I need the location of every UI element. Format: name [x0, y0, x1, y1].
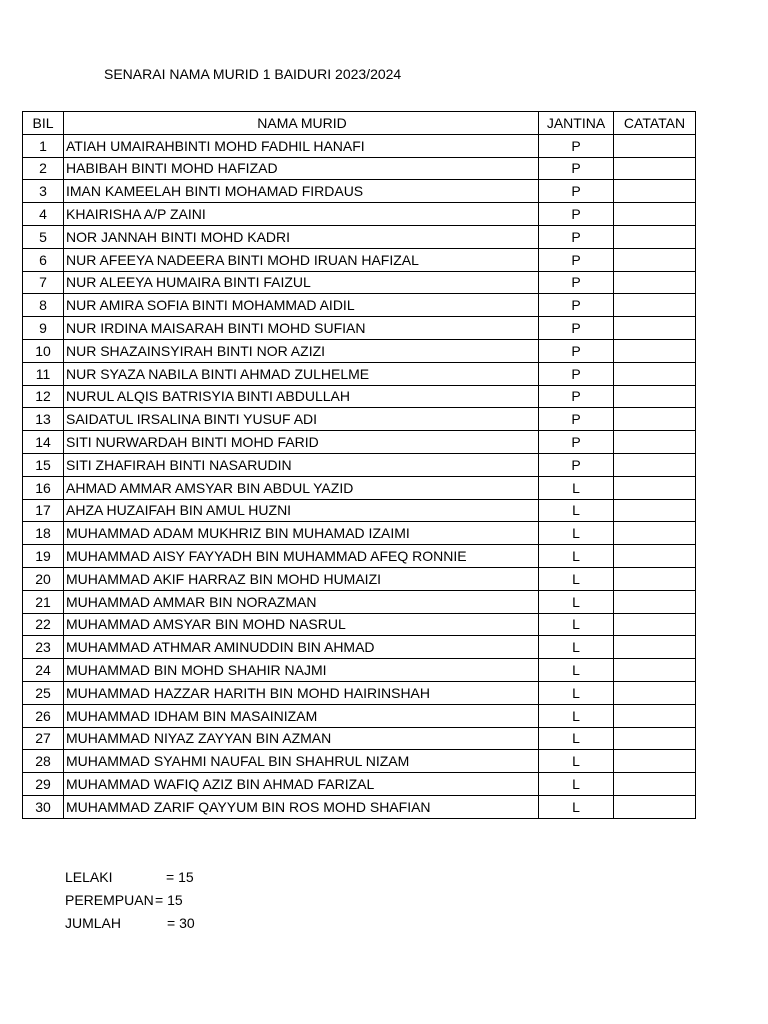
- bil-cell: 1: [23, 134, 64, 157]
- table-row: [23, 727, 696, 750]
- summary-row-lelaki: [65, 866, 195, 889]
- table-row: [23, 248, 696, 271]
- bil-cell: 12: [23, 385, 64, 408]
- nama-murid-cell: NUR SHAZAINSYIRAH BINTI NOR AZIZI: [64, 339, 539, 362]
- catatan-cell: [614, 773, 696, 796]
- jantina-cell: L: [539, 681, 614, 704]
- bil-cell: 28: [23, 750, 64, 773]
- student-roster-table: [22, 111, 696, 819]
- jantina-cell: L: [539, 476, 614, 499]
- header-jantina: JANTINA: [539, 112, 614, 135]
- bil-cell: 22: [23, 613, 64, 636]
- jantina-cell: L: [539, 499, 614, 522]
- jantina-cell: P: [539, 203, 614, 226]
- table-row: [23, 545, 696, 568]
- jantina-cell: L: [539, 545, 614, 568]
- jantina-cell: P: [539, 408, 614, 431]
- summary-jumlah-label: JUMLAH: [65, 915, 122, 931]
- jantina-cell: P: [539, 157, 614, 180]
- catatan-cell: [614, 180, 696, 203]
- nama-murid-cell: MUHAMMAD AKIF HARRAZ BIN MOHD HUMAIZI: [64, 567, 539, 590]
- bil-cell: 30: [23, 795, 64, 818]
- jantina-cell: P: [539, 271, 614, 294]
- bil-cell: 20: [23, 567, 64, 590]
- nama-murid-cell: NOR JANNAH BINTI MOHD KADRI: [64, 225, 539, 248]
- header-catatan: CATATAN: [614, 112, 696, 135]
- catatan-cell: [614, 134, 696, 157]
- jantina-cell: L: [539, 750, 614, 773]
- table-row: [23, 203, 696, 226]
- jantina-cell: L: [539, 590, 614, 613]
- catatan-cell: [614, 294, 696, 317]
- catatan-cell: [614, 408, 696, 431]
- jantina-cell: P: [539, 248, 614, 271]
- bil-cell: 24: [23, 659, 64, 682]
- nama-murid-cell: SITI ZHAFIRAH BINTI NASARUDIN: [64, 453, 539, 476]
- bil-cell: 6: [23, 248, 64, 271]
- header-bil: BIL: [23, 112, 64, 135]
- catatan-cell: [614, 590, 696, 613]
- bil-cell: 21: [23, 590, 64, 613]
- nama-murid-cell: MUHAMMAD ADAM MUKHRIZ BIN MUHAMAD IZAIMI: [64, 522, 539, 545]
- summary-lelaki-label: LELAKI: [65, 869, 113, 885]
- table-row: [23, 157, 696, 180]
- nama-murid-cell: MUHAMMAD ZARIF QAYYUM BIN ROS MOHD SHAFIAN: [64, 795, 539, 818]
- bil-cell: 25: [23, 681, 64, 704]
- bil-cell: 29: [23, 773, 64, 796]
- catatan-cell: [614, 522, 696, 545]
- catatan-cell: [614, 750, 696, 773]
- table-row: [23, 385, 696, 408]
- table-row: [23, 431, 696, 454]
- catatan-cell: [614, 545, 696, 568]
- table-row: [23, 476, 696, 499]
- catatan-cell: [614, 431, 696, 454]
- summary-perempuan-label: PEREMPUAN: [65, 892, 154, 908]
- jantina-cell: P: [539, 339, 614, 362]
- gender-summary: [65, 866, 195, 935]
- nama-murid-cell: NUR AFEEYA NADEERA BINTI MOHD IRUAN HAFIZAL: [64, 248, 539, 271]
- nama-murid-cell: NUR SYAZA NABILA BINTI AHMAD ZULHELME: [64, 362, 539, 385]
- jantina-cell: P: [539, 317, 614, 340]
- bil-cell: 19: [23, 545, 64, 568]
- header-nama-murid: NAMA MURID: [64, 112, 539, 135]
- table-row: [23, 294, 696, 317]
- jantina-cell: L: [539, 773, 614, 796]
- bil-cell: 26: [23, 704, 64, 727]
- table-row: [23, 362, 696, 385]
- bil-cell: 17: [23, 499, 64, 522]
- summary-jumlah-value: = 30: [167, 915, 195, 931]
- bil-cell: 27: [23, 727, 64, 750]
- nama-murid-cell: SAIDATUL IRSALINA BINTI YUSUF ADI: [64, 408, 539, 431]
- catatan-cell: [614, 203, 696, 226]
- summary-lelaki-value: = 15: [166, 869, 194, 885]
- jantina-cell: L: [539, 659, 614, 682]
- table-row: [23, 499, 696, 522]
- catatan-cell: [614, 225, 696, 248]
- table-row: [23, 180, 696, 203]
- nama-murid-cell: MUHAMMAD SYAHMI NAUFAL BIN SHAHRUL NIZAM: [64, 750, 539, 773]
- catatan-cell: [614, 476, 696, 499]
- catatan-cell: [614, 659, 696, 682]
- catatan-cell: [614, 567, 696, 590]
- table-row: [23, 636, 696, 659]
- jantina-cell: L: [539, 795, 614, 818]
- table-row: [23, 704, 696, 727]
- bil-cell: 11: [23, 362, 64, 385]
- catatan-cell: [614, 453, 696, 476]
- document-title: SENARAI NAMA MURID 1 BAIDURI 2023/2024: [104, 66, 402, 82]
- bil-cell: 14: [23, 431, 64, 454]
- catatan-cell: [614, 613, 696, 636]
- bil-cell: 5: [23, 225, 64, 248]
- table-row: [23, 134, 696, 157]
- summary-perempuan-value: = 15: [155, 892, 183, 908]
- catatan-cell: [614, 157, 696, 180]
- nama-murid-cell: MUHAMMAD BIN MOHD SHAHIR NAJMI: [64, 659, 539, 682]
- jantina-cell: L: [539, 704, 614, 727]
- table-body: [23, 134, 696, 818]
- nama-murid-cell: MUHAMMAD AMSYAR BIN MOHD NASRUL: [64, 613, 539, 636]
- jantina-cell: P: [539, 180, 614, 203]
- catatan-cell: [614, 317, 696, 340]
- table-row: [23, 659, 696, 682]
- jantina-cell: L: [539, 613, 614, 636]
- nama-murid-cell: MUHAMMAD AMMAR BIN NORAZMAN: [64, 590, 539, 613]
- jantina-cell: P: [539, 294, 614, 317]
- catatan-cell: [614, 704, 696, 727]
- nama-murid-cell: SITI NURWARDAH BINTI MOHD FARID: [64, 431, 539, 454]
- nama-murid-cell: MUHAMMAD HAZZAR HARITH BIN MOHD HAIRINSHAH: [64, 681, 539, 704]
- bil-cell: 9: [23, 317, 64, 340]
- table-row: [23, 271, 696, 294]
- nama-murid-cell: NUR AMIRA SOFIA BINTI MOHAMMAD AIDIL: [64, 294, 539, 317]
- bil-cell: 18: [23, 522, 64, 545]
- bil-cell: 16: [23, 476, 64, 499]
- nama-murid-cell: MUHAMMAD WAFIQ AZIZ BIN AHMAD FARIZAL: [64, 773, 539, 796]
- nama-murid-cell: MUHAMMAD NIYAZ ZAYYAN BIN AZMAN: [64, 727, 539, 750]
- catatan-cell: [614, 795, 696, 818]
- table-row: [23, 408, 696, 431]
- bil-cell: 23: [23, 636, 64, 659]
- bil-cell: 4: [23, 203, 64, 226]
- jantina-cell: P: [539, 225, 614, 248]
- catatan-cell: [614, 499, 696, 522]
- bil-cell: 10: [23, 339, 64, 362]
- catatan-cell: [614, 362, 696, 385]
- bil-cell: 7: [23, 271, 64, 294]
- summary-row-perempuan: [65, 889, 195, 912]
- jantina-cell: P: [539, 453, 614, 476]
- nama-murid-cell: HABIBAH BINTI MOHD HAFIZAD: [64, 157, 539, 180]
- table-row: [23, 317, 696, 340]
- table-row: [23, 339, 696, 362]
- table-row: [23, 681, 696, 704]
- catatan-cell: [614, 339, 696, 362]
- nama-murid-cell: AHMAD AMMAR AMSYAR BIN ABDUL YAZID: [64, 476, 539, 499]
- catatan-cell: [614, 248, 696, 271]
- table-row: [23, 522, 696, 545]
- jantina-cell: P: [539, 385, 614, 408]
- jantina-cell: P: [539, 134, 614, 157]
- nama-murid-cell: MUHAMMAD ATHMAR AMINUDDIN BIN AHMAD: [64, 636, 539, 659]
- table-row: [23, 773, 696, 796]
- table-row: [23, 590, 696, 613]
- jantina-cell: L: [539, 636, 614, 659]
- nama-murid-cell: AHZA HUZAIFAH BIN AMUL HUZNI: [64, 499, 539, 522]
- nama-murid-cell: MUHAMMAD IDHAM BIN MASAINIZAM: [64, 704, 539, 727]
- jantina-cell: P: [539, 431, 614, 454]
- nama-murid-cell: KHAIRISHA A/P ZAINI: [64, 203, 539, 226]
- jantina-cell: L: [539, 522, 614, 545]
- nama-murid-cell: NUR IRDINA MAISARAH BINTI MOHD SUFIAN: [64, 317, 539, 340]
- table-row: [23, 567, 696, 590]
- summary-row-jumlah: [65, 912, 195, 935]
- table-row: [23, 453, 696, 476]
- catatan-cell: [614, 385, 696, 408]
- jantina-cell: L: [539, 727, 614, 750]
- bil-cell: 3: [23, 180, 64, 203]
- bil-cell: 13: [23, 408, 64, 431]
- nama-murid-cell: NURUL ALQIS BATRISYIA BINTI ABDULLAH: [64, 385, 539, 408]
- bil-cell: 2: [23, 157, 64, 180]
- table-row: [23, 750, 696, 773]
- nama-murid-cell: MUHAMMAD AISY FAYYADH BIN MUHAMMAD AFEQ RONNIE: [64, 545, 539, 568]
- catatan-cell: [614, 636, 696, 659]
- jantina-cell: L: [539, 567, 614, 590]
- bil-cell: 15: [23, 453, 64, 476]
- table-row: [23, 225, 696, 248]
- header-row: [23, 112, 696, 135]
- bil-cell: 8: [23, 294, 64, 317]
- table-row: [23, 795, 696, 818]
- table-row: [23, 613, 696, 636]
- jantina-cell: P: [539, 362, 614, 385]
- nama-murid-cell: IMAN KAMEELAH BINTI MOHAMAD FIRDAUS: [64, 180, 539, 203]
- nama-murid-cell: ATIAH UMAIRAHBINTI MOHD FADHIL HANAFI: [64, 134, 539, 157]
- catatan-cell: [614, 727, 696, 750]
- catatan-cell: [614, 681, 696, 704]
- table-header: [23, 112, 696, 135]
- catatan-cell: [614, 271, 696, 294]
- nama-murid-cell: NUR ALEEYA HUMAIRA BINTI FAIZUL: [64, 271, 539, 294]
